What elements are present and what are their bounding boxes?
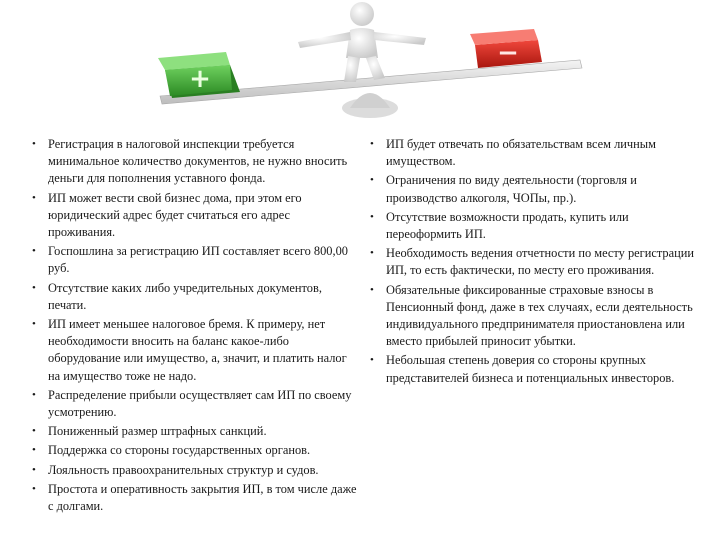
list-item-text: ИП будет отвечать по обязательствам всем личным имуществом. xyxy=(386,137,656,169)
bullet-icon: • xyxy=(32,281,36,294)
list-item xyxy=(28,423,358,440)
bullet-icon: • xyxy=(32,245,36,258)
bullet-icon: • xyxy=(32,191,36,204)
list-item-text: Простота и оперативность закрытия ИП, в том числе даже с долгами. xyxy=(48,481,357,514)
list-item xyxy=(28,243,358,277)
advantages-list xyxy=(28,136,358,515)
bullet-icon: • xyxy=(32,463,36,476)
bullet-icon: • xyxy=(370,247,374,260)
list-item xyxy=(28,316,358,385)
white-figure xyxy=(298,2,426,82)
list-item-text: Поддержка со стороны государственных органов. xyxy=(48,443,311,458)
bullet-icon: • xyxy=(370,283,374,296)
svg-text:−: − xyxy=(497,38,519,68)
plus-block xyxy=(158,52,240,98)
list-item xyxy=(28,136,358,188)
list-item-text: Обязательные фиксированные страховые взносы в Пенсионный фонд, даже в тех случаях, если деятельность индивидуального предпринимателя приостановлена или вместо прибылей приносит убытки. xyxy=(386,282,693,349)
list-item xyxy=(28,462,358,479)
list-item-text: Госпошлина за регистрацию ИП составляет всего 800,00 руб. xyxy=(48,244,348,276)
balance-scale-illustration xyxy=(130,0,590,125)
list-item xyxy=(366,209,696,243)
list-item-text: Распределение прибыли осуществляет сам ИП по своему усмотрению. xyxy=(48,387,352,420)
disadvantages-list xyxy=(366,136,696,387)
minus-block xyxy=(470,29,542,68)
list-item-text: ИП может вести свой бизнес дома, при этом его юридический адрес будет считаться его адрес проживания. xyxy=(48,190,302,240)
bullet-icon: • xyxy=(32,444,36,457)
bullet-icon: • xyxy=(32,138,36,150)
list-item xyxy=(28,442,358,459)
list-item-text: Лояльность правоохранительных структур и судов. xyxy=(48,462,319,477)
list-item-text: Небольшая степень доверия со стороны крупных представителей бизнеса и потенциальных инвесторов. xyxy=(386,353,675,385)
list-item-text: ИП имеет меньшее налоговое бремя. К примеру, нет необходимости вносить на баланс какое-либо оборудование или имущество, а, значит, и платить налог на имущество тоже не надо. xyxy=(48,317,347,383)
person-on-balance-scale-icon xyxy=(130,0,590,125)
list-item-text: Отсутствие каких либо учредительных документов, печати. xyxy=(48,280,322,312)
list-item xyxy=(366,136,696,170)
bullet-icon: • xyxy=(370,210,374,223)
list-item xyxy=(366,352,696,386)
bullet-icon: • xyxy=(370,354,374,367)
list-item xyxy=(28,387,358,421)
svg-text:+: + xyxy=(189,64,211,94)
list-item xyxy=(28,280,358,314)
list-item xyxy=(28,190,358,242)
list-item-text: Регистрация в налоговой инспекции требуется минимальное количество документов, не нужно вносить деньги для пополнения уставного фонда. xyxy=(48,137,348,186)
bullet-icon: • xyxy=(32,388,36,401)
list-item-text: Ограничения по виду деятельности (торговля и производство алкоголя, ЧОПы, пр.). xyxy=(386,173,637,205)
advantages-column xyxy=(28,136,358,517)
list-item xyxy=(366,245,696,279)
bullet-icon: • xyxy=(32,482,36,495)
list-item xyxy=(28,481,358,515)
bullet-icon: • xyxy=(32,425,36,438)
bullet-icon: • xyxy=(370,138,374,150)
list-item xyxy=(366,282,696,351)
bullet-icon: • xyxy=(32,318,36,331)
list-item-text: Отсутствие возможности продать, купить или переоформить ИП. xyxy=(386,209,629,242)
list-item xyxy=(366,172,696,206)
list-item-text: Пониженный размер штрафных санкций. xyxy=(48,424,267,439)
bullet-icon: • xyxy=(370,174,374,187)
disadvantages-column xyxy=(366,136,696,389)
list-item-text: Необходимость ведения отчетности по месту регистрации ИП, то есть фактически, по месту его проживания. xyxy=(386,246,695,278)
